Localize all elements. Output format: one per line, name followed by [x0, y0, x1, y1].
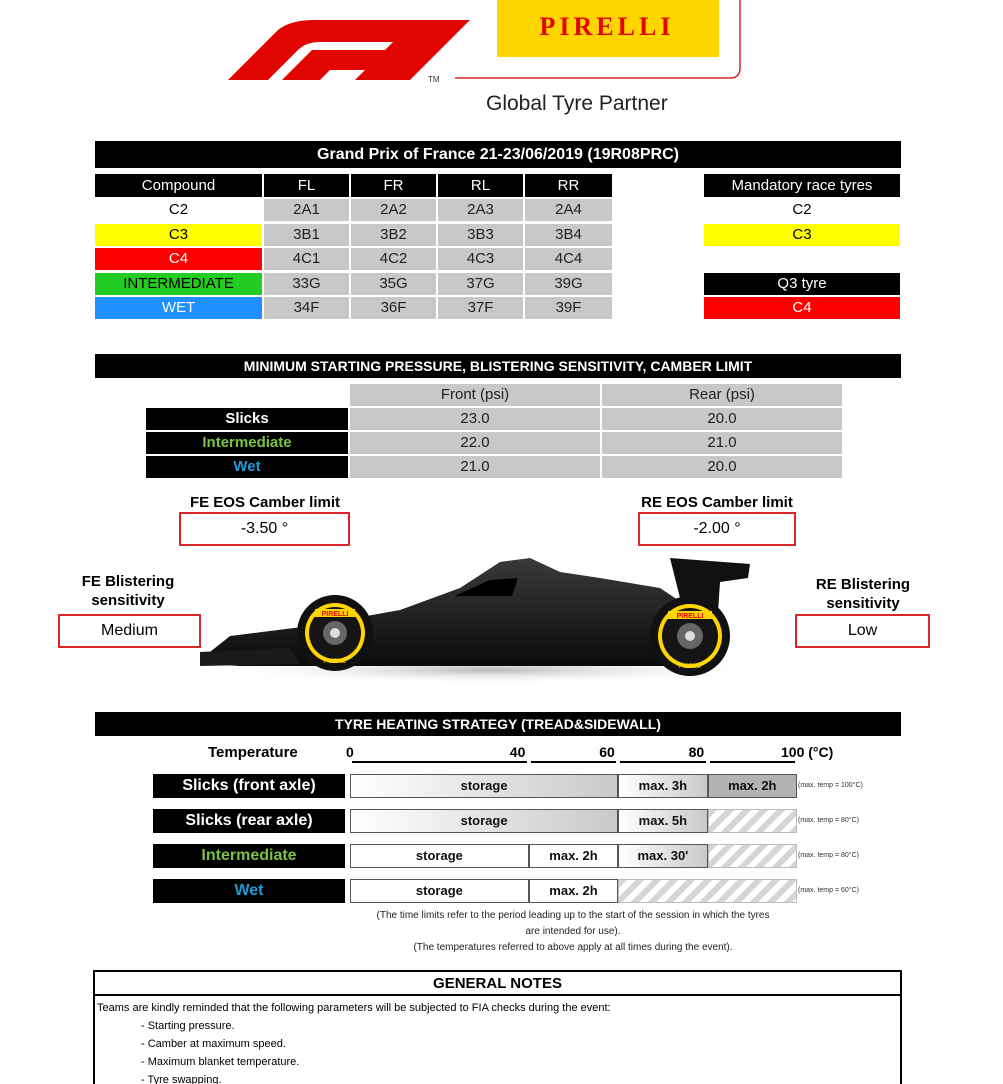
heating-hatched-segment — [708, 809, 797, 833]
general-note-item: - Tyre swapping. — [141, 1074, 222, 1084]
heating-hatched-segment — [618, 879, 797, 903]
general-note-item: - Camber at maximum speed. — [141, 1038, 286, 1050]
rear-tyre-label: PIRELLI — [676, 613, 704, 620]
heating-hatched-segment — [708, 844, 797, 868]
heating-row-label: Intermediate — [153, 844, 345, 868]
pressure-title: MINIMUM STARTING PRESSURE, BLISTERING SENSITIVITY, CAMBER LIMIT — [95, 354, 901, 378]
compound-header-rr: RR — [525, 174, 612, 197]
heating-row-label: Slicks (front axle) — [153, 774, 345, 798]
temperature-tick-label: 100 (°C) — [781, 744, 834, 760]
heating-title: TYRE HEATING STRATEGY (TREAD&SIDEWALL) — [95, 712, 901, 736]
rear-tyre-sidewall: P ZERO — [678, 664, 702, 670]
mandatory-tyre-1: C2 — [704, 199, 900, 221]
q3-tyre: C4 — [704, 297, 900, 319]
heating-segment: storage — [350, 809, 618, 833]
heating-notes — [200, 908, 946, 956]
f1-tm: TM — [428, 75, 440, 84]
temperature-tick-label: 80 — [688, 744, 705, 760]
temperature-tick-label: 40 — [509, 744, 526, 760]
temperature-tick-label: 60 — [599, 744, 615, 760]
compound-code: 4C3 — [438, 248, 523, 270]
pressure-rear-value: 20.0 — [602, 456, 842, 478]
compound-code: 3B2 — [351, 224, 436, 246]
temperature-tick-label: 0 — [346, 744, 354, 760]
heating-segment: max. 2h — [708, 774, 797, 798]
temperature-scale-line — [352, 761, 527, 763]
heating-segment: max. 2h — [529, 879, 618, 903]
heating-segment: storage — [350, 774, 618, 798]
fe-blistering-title-line-1: FE Blistering — [81, 573, 175, 590]
general-notes-box — [93, 970, 902, 1084]
pressure-rear-value: 21.0 — [602, 432, 842, 454]
pressure-rear-value: 20.0 — [602, 408, 842, 430]
compound-code: 3B4 — [525, 224, 612, 246]
general-note-item: - Maximum blanket temperature. — [141, 1056, 300, 1068]
heating-max-temp: (max. temp = 80°C) — [798, 817, 859, 824]
compound-code: 2A1 — [264, 199, 349, 221]
general-notes-list — [97, 1017, 898, 1084]
compound-code: 3B1 — [264, 224, 349, 246]
compound-name: C3 — [95, 224, 262, 246]
compound-code: 37G — [438, 273, 523, 295]
compound-name: WET — [95, 297, 262, 319]
mandatory-title: Mandatory race tyres — [704, 174, 900, 197]
general-notes-title: GENERAL NOTES — [95, 972, 900, 996]
compound-code: 2A3 — [438, 199, 523, 221]
re-camber-value: -2.00 ° — [638, 512, 796, 546]
temperature-scale-line — [531, 761, 616, 763]
compound-name: INTERMEDIATE — [95, 273, 262, 295]
fe-blistering-title-line-2: sensitivity — [91, 592, 165, 609]
compound-code: 3B3 — [438, 224, 523, 246]
compound-code: 4C4 — [525, 248, 612, 270]
f1-logo — [220, 18, 480, 88]
heating-segment: max. 3h — [618, 774, 707, 798]
compound-code: 35G — [351, 273, 436, 295]
pressure-front-value: 21.0 — [350, 456, 600, 478]
compound-code: 39F — [525, 297, 612, 319]
heating-row-label: Slicks (rear axle) — [153, 809, 345, 833]
fe-blistering-value: Medium — [58, 614, 201, 648]
compound-code: 36F — [351, 297, 436, 319]
heating-segment: max. 30' — [618, 844, 707, 868]
compound-code: 33G — [264, 273, 349, 295]
heating-segment: storage — [350, 844, 529, 868]
pressure-row-label: Wet — [146, 456, 348, 478]
f1-car-image — [200, 548, 760, 688]
partner-frame-line — [455, 0, 750, 80]
mandatory-tyre-2: C3 — [704, 224, 900, 246]
compound-header-rl: RL — [438, 174, 523, 197]
compound-code: 39G — [525, 273, 612, 295]
heating-segment: storage — [350, 879, 529, 903]
temperature-label: Temperature — [208, 744, 298, 761]
compound-code: 4C2 — [351, 248, 436, 270]
general-notes-intro: Teams are kindly reminded that the following parameters will be subjected to FIA checks during the event: — [97, 1002, 611, 1014]
fe-camber-value: -3.50 ° — [179, 512, 350, 546]
general-note-item: - Starting pressure. — [141, 1020, 235, 1032]
fe-blistering-title — [58, 572, 198, 610]
front-tyre-label: PIRELLI — [321, 611, 349, 618]
re-blistering-value: Low — [795, 614, 930, 648]
compound-name: C2 — [95, 199, 262, 221]
re-blistering-title — [796, 575, 930, 613]
compound-code: 37F — [438, 297, 523, 319]
compound-name: C4 — [95, 248, 262, 270]
compound-header-fr: FR — [351, 174, 436, 197]
heating-segment: max. 2h — [529, 844, 618, 868]
compound-code: 2A4 — [525, 199, 612, 221]
re-camber-title: RE EOS Camber limit — [641, 494, 793, 511]
compound-header-compound: Compound — [95, 174, 262, 197]
q3-title: Q3 tyre — [704, 273, 900, 295]
pressure-front-value: 23.0 — [350, 408, 600, 430]
temperature-scale-line — [710, 761, 795, 763]
temperature-scale-line — [620, 761, 705, 763]
pressure-row-label: Slicks — [146, 408, 348, 430]
rear-psi-header: Rear (psi) — [602, 384, 842, 406]
front-psi-header: Front (psi) — [350, 384, 600, 406]
pressure-row-label: Intermediate — [146, 432, 348, 454]
re-blistering-title-line-2: sensitivity — [826, 595, 900, 612]
heating-max-temp: (max. temp = 60°C) — [798, 887, 859, 894]
compound-code: 34F — [264, 297, 349, 319]
re-blistering-title-line-1: RE Blistering — [815, 576, 911, 593]
heating-max-temp: (max. temp = 100°C) — [798, 782, 863, 789]
general-notes-body — [95, 996, 900, 1084]
heating-row-label: Wet — [153, 879, 345, 903]
fe-camber-title: FE EOS Camber limit — [189, 494, 341, 511]
front-tyre-sidewall: P ZERO — [323, 659, 347, 665]
compound-code: 4C1 — [264, 248, 349, 270]
pirelli-logo: PIRELLI — [539, 12, 675, 41]
heating-note-3: (The temperatures referred to above apply at all times during the event). — [413, 942, 733, 953]
event-title: Grand Prix of France 21-23/06/2019 (19R08PRC) — [95, 141, 901, 168]
partner-text: Global Tyre Partner — [486, 92, 668, 115]
pressure-front-value: 22.0 — [350, 432, 600, 454]
compound-code: 2A2 — [351, 199, 436, 221]
heating-note-2: are intended for use). — [525, 926, 621, 937]
compound-header-fl: FL — [264, 174, 349, 197]
heating-segment: max. 5h — [618, 809, 707, 833]
heating-max-temp: (max. temp = 80°C) — [798, 852, 859, 859]
heating-note-1: (The time limits refer to the period leading up to the start of the session in which the tyres — [376, 910, 770, 921]
